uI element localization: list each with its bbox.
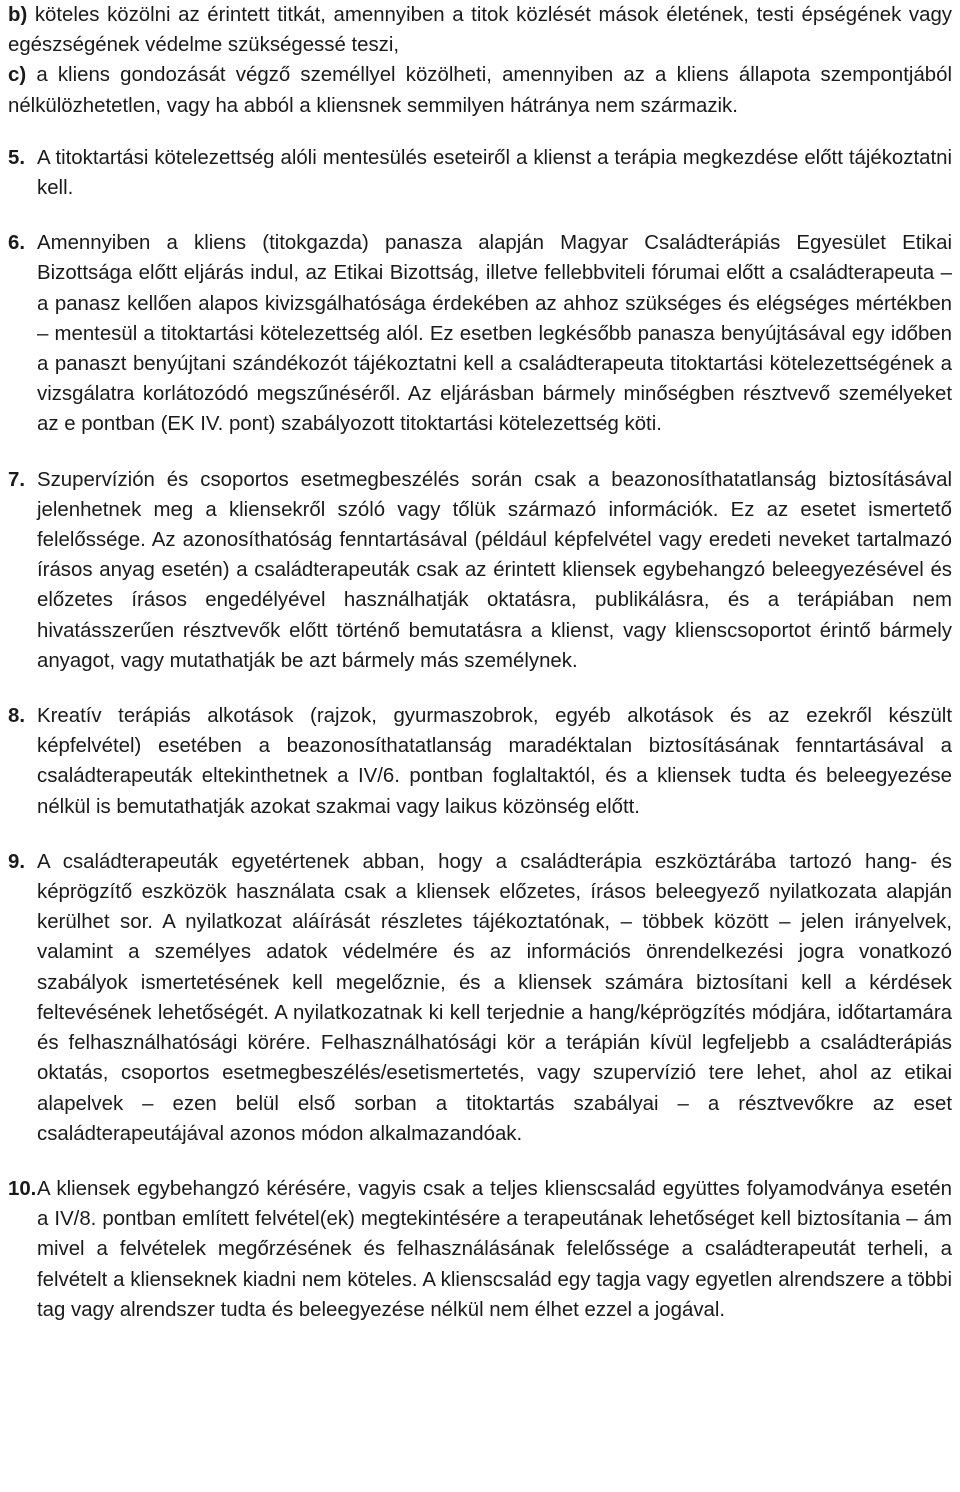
numbered-item-8 <box>8 701 952 822</box>
item-text: A titoktartási kötelezettség alóli mentesülés eseteiről a klienst a terápia megkezdése előtt tájékoztatni kell. <box>37 146 952 200</box>
intro-list <box>8 0 952 121</box>
item-text: Amennyiben a kliens (titokgazda) panasza alapján Magyar Családterápiás Egyesület Etikai Bizottsága előtt eljárás indul, az Etikai Bizottság, illetve fellebbviteli fórumai előtt a családterapeuta – a panasz kellően alapos kivizsgálhatósága érdekében az ahhoz szükséges és elégséges mértékben – mentesül a titoktartási kötelezettség alól. Ez esetben legkésőbb panasza benyújtásával egy időben a panaszt benyújtani szándékozót tájékoztatni kell a családterapeuta titoktartási kötelezettségének a vizsgálatra korlátozódó megszűnéséről. Az eljárásban bármely minőségben résztvevő személyeket az e pontban (EK IV. pont) szabályozott titoktartási kötelezettség köti. <box>37 232 952 436</box>
numbered-item-9 <box>8 847 952 1149</box>
item-text: A családterapeuták egyetértenek abban, hogy a családterápia eszköztárába tartozó hang- és képrögzítő eszközök használata csak a kliensek előzetes, írásos beleegyező nyilatkozata alapján kerülhet sor. A nyilatkozat aláírását részletes tájékoztatónak, – többek között – jelen irányelvek, valamint a személyes adatok védelmére és az információs önrendelkezési jogra vonatkozó szabályok ismertetésének kell megelőznie, és a kliensek számára biztosítani kell a kérdések feltevésének lehetőségét. A nyilatkozatnak ki kell terjednie a hang/képrögzítés módjára, időtartamára és felhasználhatósági körére. Felhasználhatósági kör a terápián kívül legfeljebb a családterápiás oktatás, csoportos esetmegbeszélés/esetismertetés, vagy szupervízió tere lehet, ahol az etikai alapelvek – ezen belül első sorban a titoktartás szabályai – a résztvevőkre az eset családterapeutájával azonos módon alkalmazandóak. <box>37 850 952 1145</box>
item-number: 9. <box>8 850 26 873</box>
intro-item-c-text: a kliens gondozását végző személlyel közölheti, amennyiben az a kliens állapota szempontjából nélkülözhetetlen, vagy ha abból a kliensnek semmilyen hátránya nem származik. <box>8 64 952 117</box>
intro-item-c <box>8 60 952 120</box>
intro-item-b <box>8 0 952 60</box>
item-number: 8. <box>8 705 26 728</box>
item-number: 5. <box>8 146 26 169</box>
numbered-item-5 <box>8 143 952 203</box>
item-text: A kliensek egybehangzó kérésére, vagyis csak a teljes klienscsalád együttes folyamodványa esetén a IV/8. pontban említett felvétel(ek) megtekintésére a terapeutának lehetőséget kell biztosítania – ám mivel a felvételek megőrzésének és felhasználásának felelőssége a családterapeutát terheli, a felvételt a klienseknek kiadni nem köteles. A klienscsalád egy tagja vagy egyetlen alrendszere a többi tag vagy alrendszer tudta és beleegyezése nélkül nem élhet ezzel a jogával. <box>37 1177 952 1321</box>
item-text: Szupervízión és csoportos esetmegbeszélés során csak a beazonosíthatatlanság biztosításával jelenhetnek meg a kliensekről szóló vagy tőlük származó információk. Ez az esetet ismertető felelőssége. Az azonosíthatóság fenntartásával (például képfelvétel vagy eredeti neveket tartalmazó írásos anyag esetén) a családterapeuták csak az érintett kliensek egybehangzó beleegyezésével és előzetes írásos engedélyével használhatják oktatásra, publikálásra, és a terápiában nem hivatásszerűen résztvevők előtt történő bemutatásra a klienst, vagy klienscsoportot érintő bármely anyagot, vagy mutathatják be azt bármely más személynek. <box>37 468 952 672</box>
numbered-item-7 <box>8 465 952 676</box>
numbered-item-10 <box>8 1174 952 1325</box>
intro-item-c-marker: c) <box>8 64 27 87</box>
numbered-item-6 <box>8 228 952 439</box>
item-number: 10. <box>8 1177 37 1200</box>
intro-item-b-text: köteles közölni az érintett titkát, amennyiben a titok közlését mások életének, testi épségének vagy egészségének védelme szükségessé teszi, <box>8 4 952 57</box>
item-number: 6. <box>8 232 26 255</box>
item-number: 7. <box>8 468 26 491</box>
item-text: Kreatív terápiás alkotások (rajzok, gyurmaszobrok, egyéb alkotások és az ezekről készült képfelvétel) esetében a beazonosíthatatlanság maradéktalan biztosításának fenntartásával a családterapeuták eltekinthetnek a IV/6. pontban foglaltaktól, és a kliensek tudta és beleegyezése nélkül is bemutathatják azokat szakmai vagy laikus közönség előtt. <box>37 705 952 818</box>
intro-item-b-marker: b) <box>8 4 28 26</box>
